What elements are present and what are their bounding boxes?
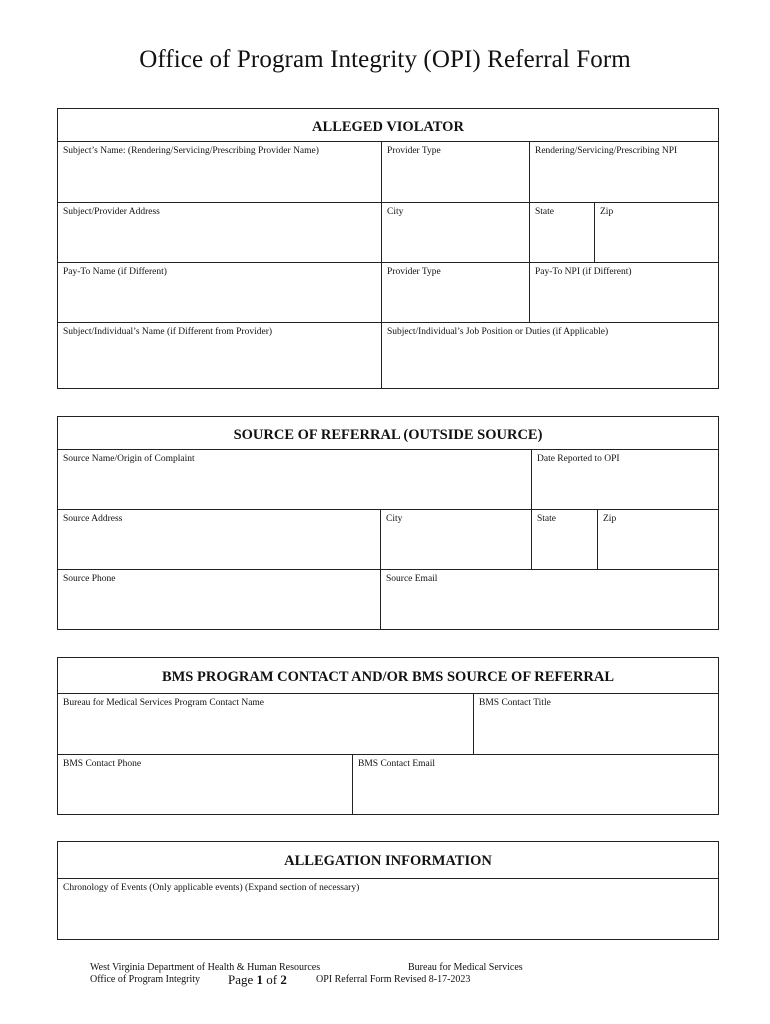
provider-city-field[interactable] bbox=[382, 203, 530, 262]
rendering-npi-field[interactable] bbox=[530, 142, 718, 202]
chronology-field[interactable] bbox=[58, 879, 718, 939]
footer-office: Office of Program Integrity bbox=[90, 974, 201, 985]
bms-contact-title-field[interactable] bbox=[474, 694, 718, 754]
source-email-field[interactable] bbox=[381, 570, 718, 629]
provider-type-label: Provider Type bbox=[387, 146, 441, 156]
source-state-label: State bbox=[537, 514, 556, 524]
bms-contact-name-label: Bureau for Medical Services Program Contact Name bbox=[63, 698, 265, 708]
provider-zip-label: Zip bbox=[600, 207, 614, 217]
allegation-heading: ALLEGATION INFORMATION bbox=[58, 842, 718, 879]
source-address-field[interactable] bbox=[58, 510, 381, 569]
page-title: Office of Program Integrity (OPI) Referral Form bbox=[139, 46, 631, 73]
chronology-label: Chronology of Events (Only applicable events) (Expand section of necessary) bbox=[63, 883, 360, 893]
bms-contact-phone-field[interactable] bbox=[58, 755, 353, 814]
bms-contact-name-field[interactable] bbox=[58, 694, 474, 754]
source-city-field[interactable] bbox=[381, 510, 532, 569]
source-city-label: City bbox=[386, 514, 403, 524]
source-phone-label: Source Phone bbox=[63, 574, 116, 584]
pay-to-npi-label: Pay-To NPI (if Different) bbox=[535, 267, 632, 277]
allegation-section bbox=[57, 841, 719, 940]
provider-city-label: City bbox=[387, 207, 404, 217]
bms-contact-email-label: BMS Contact Email bbox=[358, 759, 436, 769]
provider-type-2-field[interactable] bbox=[382, 263, 530, 322]
source-name-label: Source Name/Origin of Complaint bbox=[63, 454, 195, 464]
page-prefix: Page bbox=[228, 972, 257, 987]
rendering-npi-label: Rendering/Servicing/Prescribing NPI bbox=[535, 146, 678, 156]
alleged-violator-section bbox=[57, 108, 719, 389]
provider-type-2-label: Provider Type bbox=[387, 267, 441, 277]
provider-state-label: State bbox=[535, 207, 554, 217]
provider-zip-field[interactable] bbox=[595, 203, 718, 262]
subject-name-field[interactable] bbox=[58, 142, 382, 202]
job-position-label: Subject/Individual’s Job Position or Duties (if Applicable) bbox=[387, 327, 609, 337]
bms-contact-heading: BMS PROGRAM CONTACT AND/OR BMS SOURCE OF REFERRAL bbox=[58, 658, 718, 694]
source-email-label: Source Email bbox=[386, 574, 438, 584]
source-zip-field[interactable] bbox=[598, 510, 718, 569]
provider-address-field[interactable] bbox=[58, 203, 382, 262]
individual-name-field[interactable] bbox=[58, 323, 382, 388]
source-phone-field[interactable] bbox=[58, 570, 381, 629]
source-name-field[interactable] bbox=[58, 450, 532, 509]
source-of-referral-section bbox=[57, 416, 719, 630]
provider-address-label: Subject/Provider Address bbox=[63, 207, 160, 217]
page-of: of bbox=[263, 972, 281, 987]
provider-type-field[interactable] bbox=[382, 142, 530, 202]
bms-contact-section bbox=[57, 657, 719, 815]
date-reported-label: Date Reported to OPI bbox=[537, 454, 620, 464]
footer-dept: West Virginia Department of Health & Human Resources bbox=[90, 962, 321, 973]
page-total: 2 bbox=[280, 972, 287, 987]
footer-bureau: Bureau for Medical Services bbox=[408, 962, 523, 973]
provider-state-field[interactable] bbox=[530, 203, 595, 262]
bms-contact-phone-label: BMS Contact Phone bbox=[63, 759, 142, 769]
subject-name-label: Subject’s Name: (Rendering/Servicing/Prescribing Provider Name) bbox=[63, 146, 319, 156]
source-of-referral-heading: SOURCE OF REFERRAL (OUTSIDE SOURCE) bbox=[58, 417, 718, 450]
date-reported-field[interactable] bbox=[532, 450, 718, 509]
alleged-violator-heading: ALLEGED VIOLATOR bbox=[58, 109, 718, 142]
bms-contact-title-label: BMS Contact Title bbox=[479, 698, 551, 708]
page-number bbox=[228, 974, 287, 986]
page-current: 1 bbox=[256, 972, 264, 987]
source-state-field[interactable] bbox=[532, 510, 598, 569]
pay-to-name-label: Pay-To Name (if Different) bbox=[63, 267, 167, 277]
bms-contact-email-field[interactable] bbox=[353, 755, 718, 814]
pay-to-npi-field[interactable] bbox=[530, 263, 718, 322]
footer-form-revised: OPI Referral Form Revised 8-17-2023 bbox=[316, 974, 471, 985]
job-position-field[interactable] bbox=[382, 323, 718, 388]
source-address-label: Source Address bbox=[63, 514, 123, 524]
individual-name-label: Subject/Individual’s Name (if Different from Provider) bbox=[63, 327, 273, 337]
pay-to-name-field[interactable] bbox=[58, 263, 382, 322]
source-zip-label: Zip bbox=[603, 514, 617, 524]
